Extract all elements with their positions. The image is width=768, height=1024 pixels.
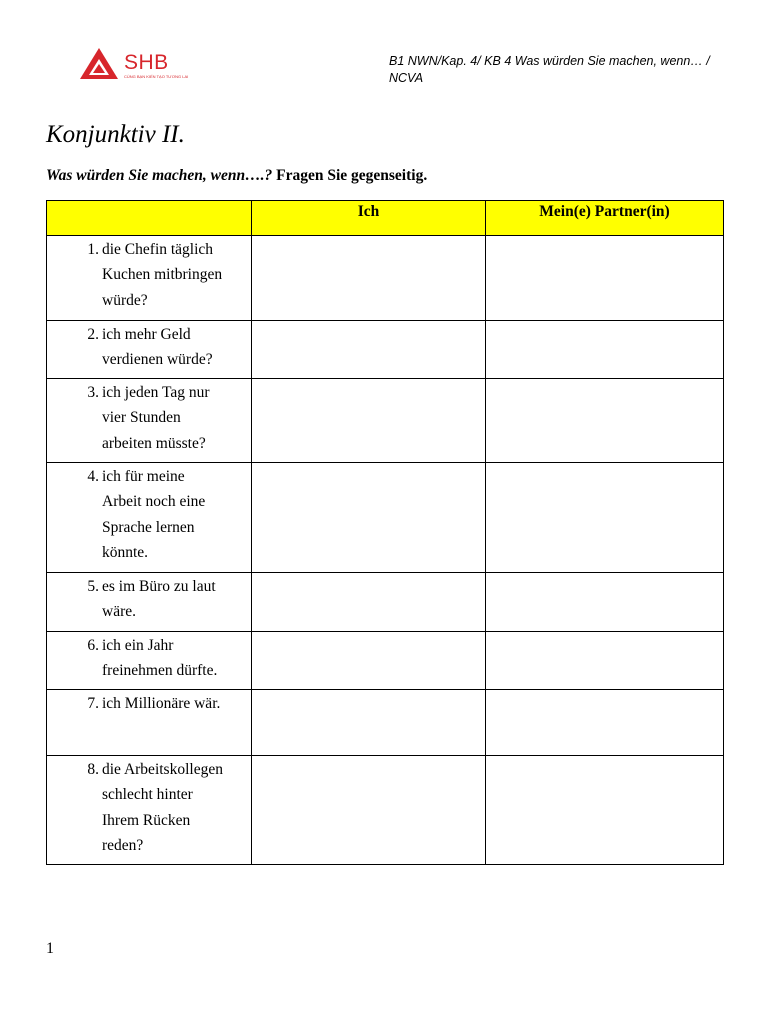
item-text: es im Büro zu laut wäre. bbox=[102, 578, 216, 621]
table-row bbox=[47, 379, 724, 463]
item-text: ich ein Jahr freinehmen dürfte. bbox=[102, 637, 218, 680]
answer-ich-cell[interactable] bbox=[252, 756, 486, 865]
instruction-question: Was würden Sie machen, wenn….? bbox=[46, 167, 273, 184]
instruction-rest: Fragen Sie gegenseitig. bbox=[272, 167, 428, 184]
table-row bbox=[47, 690, 724, 756]
exercise-table bbox=[46, 200, 724, 865]
item-number: 6. bbox=[87, 637, 99, 654]
table-row bbox=[47, 573, 724, 632]
item-number: 1. bbox=[87, 241, 99, 258]
answer-ich-cell[interactable] bbox=[252, 690, 486, 756]
table-row bbox=[47, 632, 724, 690]
item-text: ich für meine Arbeit noch eine Sprache lernen könnte. bbox=[102, 468, 206, 561]
answer-partner-cell[interactable] bbox=[486, 321, 724, 379]
answer-ich-cell[interactable] bbox=[252, 236, 486, 321]
item-cell bbox=[47, 321, 252, 379]
answer-partner-cell[interactable] bbox=[486, 236, 724, 321]
table-row bbox=[47, 756, 724, 865]
item-text: die Arbeitskollegen schlecht hinter Ihrem Rücken reden? bbox=[102, 761, 223, 854]
item-cell bbox=[47, 236, 252, 321]
document-reference bbox=[389, 53, 759, 87]
item-number: 8. bbox=[87, 761, 99, 778]
item-number: 2. bbox=[87, 326, 99, 343]
shb-logo bbox=[80, 46, 200, 86]
column-header-ich: Ich bbox=[252, 201, 486, 236]
item-text: die Chefin täglich Kuchen mitbringen würde? bbox=[102, 241, 223, 309]
table-row bbox=[47, 321, 724, 379]
answer-ich-cell[interactable] bbox=[252, 379, 486, 463]
answer-partner-cell[interactable] bbox=[486, 632, 724, 690]
table-header-row bbox=[47, 201, 724, 236]
item-cell bbox=[47, 756, 252, 865]
answer-partner-cell[interactable] bbox=[486, 690, 724, 756]
answer-ich-cell[interactable] bbox=[252, 573, 486, 632]
reference-line-1: B1 NWN/Kap. 4/ KB 4 Was würden Sie machen, wenn… / bbox=[389, 54, 710, 68]
item-number: 5. bbox=[87, 578, 99, 595]
item-text: ich Millionäre wär. bbox=[102, 695, 221, 712]
item-number: 3. bbox=[87, 384, 99, 401]
item-number: 4. bbox=[87, 468, 99, 485]
answer-partner-cell[interactable] bbox=[486, 756, 724, 865]
logo-brand-text: SHB bbox=[124, 51, 169, 74]
answer-ich-cell[interactable] bbox=[252, 463, 486, 573]
table-row bbox=[47, 463, 724, 573]
page-title: Konjunktiv II. bbox=[46, 121, 185, 148]
shb-logo-icon bbox=[80, 46, 120, 82]
answer-ich-cell[interactable] bbox=[252, 632, 486, 690]
instruction bbox=[46, 167, 427, 185]
reference-line-2: NCVA bbox=[389, 71, 424, 85]
item-cell bbox=[47, 379, 252, 463]
item-cell bbox=[47, 632, 252, 690]
item-cell bbox=[47, 690, 252, 756]
answer-partner-cell[interactable] bbox=[486, 379, 724, 463]
table-row bbox=[47, 236, 724, 321]
answer-partner-cell[interactable] bbox=[486, 573, 724, 632]
item-text: ich jeden Tag nur vier Stunden arbeiten müsste? bbox=[102, 384, 210, 452]
column-header-partner: Mein(e) Partner(in) bbox=[486, 201, 724, 236]
item-cell bbox=[47, 573, 252, 632]
page-number: 1 bbox=[46, 940, 54, 957]
answer-partner-cell[interactable] bbox=[486, 463, 724, 573]
column-header-item bbox=[47, 201, 252, 236]
item-text: ich mehr Geld verdienen würde? bbox=[102, 326, 213, 369]
item-number: 7. bbox=[87, 695, 99, 712]
logo-tagline: CÙNG BẠN KIẾN TẠO TƯƠNG LAI bbox=[124, 74, 189, 79]
item-cell bbox=[47, 463, 252, 573]
answer-ich-cell[interactable] bbox=[252, 321, 486, 379]
